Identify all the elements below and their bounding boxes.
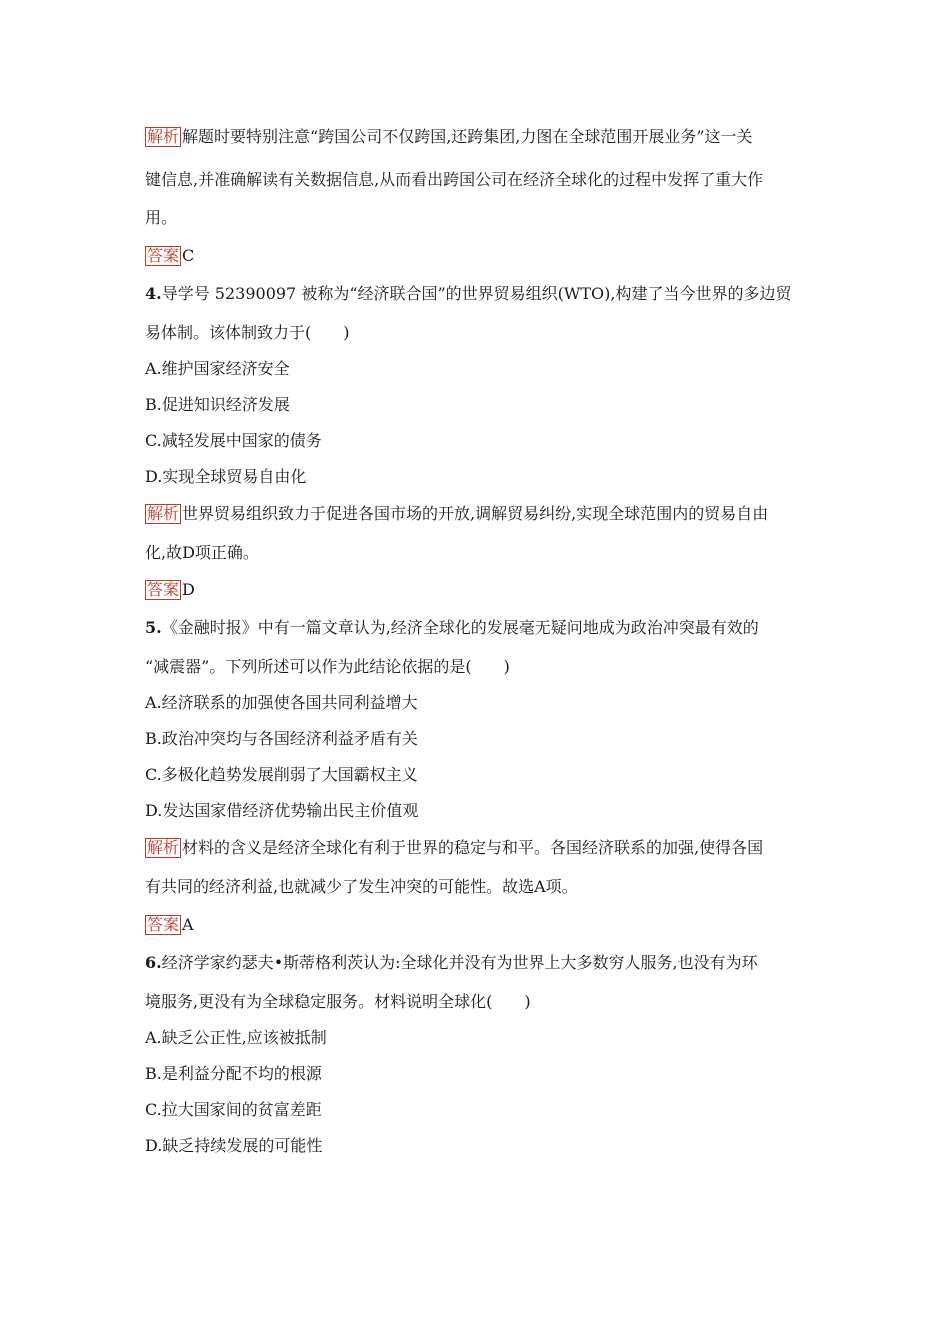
question-number: 4. [145,284,162,303]
q4-answer-line [145,579,815,601]
q5-answer-line [145,914,815,936]
q4-analysis-line-1 [145,503,815,525]
question-number: 6. [145,953,162,972]
analysis-text: 材料的含义是经济全球化有利于世界的稳定与和平。各国经济联系的加强,使得各国 [182,838,764,857]
q4-option-c: C.减轻发展中国家的债务 [145,431,322,450]
q5-analysis-line-1 [145,837,815,859]
answer-value: A [182,915,194,934]
answer-tag: 答案 [147,580,180,599]
q4-option-b: B.促进知识经济发展 [145,395,290,414]
analysis-tag: 解析 [147,127,180,146]
q3-analysis-line-1 [145,126,815,148]
answer-value: C [182,246,195,265]
question-stem: 导学号 52390097 被称为“经济联合国”的世界贸易组织(WTO),构建了当今世界的多边贸 [161,284,792,303]
q6-option-c: C.拉大国家间的贫富差距 [145,1100,322,1119]
answer-tag: 答案 [147,246,180,265]
q3-analysis-line-2: 键信息,并准确解读有关数据信息,从而看出跨国公司在经济全球化的过程中发挥了重大作 [145,170,764,189]
answer-tag: 答案 [147,915,180,934]
q5-option-c: C.多极化趋势发展削弱了大国霸权主义 [145,765,418,784]
q3-analysis-line-3: 用。 [145,208,178,227]
q6-stem-line-2: 境服务,更没有为全球稳定服务。材料说明全球化( ) [145,992,531,1011]
analysis-tag: 解析 [147,504,180,523]
q5-stem-line-1 [145,617,815,639]
q3-answer-line [145,245,815,267]
q4-option-a: A.维护国家经济安全 [145,359,290,378]
q4-option-d: D.实现全球贸易自由化 [145,467,307,486]
q6-option-d: D.缺乏持续发展的可能性 [145,1136,323,1155]
q6-option-b: B.是利益分配不均的根源 [145,1064,322,1083]
q6-stem-line-1 [145,952,815,974]
q5-stem-line-2: “减震器”。下列所述可以作为此结论依据的是( ) [145,657,510,676]
question-stem: 《金融时报》中有一篇文章认为,经济全球化的发展毫无疑问地成为政治冲突最有效的 [161,618,759,637]
q4-analysis-line-2: 化,故D项正确。 [145,543,259,562]
q5-option-a: A.经济联系的加强使各国共同利益增大 [145,693,418,712]
q5-option-d: D.发达国家借经济优势输出民主价值观 [145,801,419,820]
q5-analysis-line-2: 有共同的经济利益,也就减少了发生冲突的可能性。故选A项。 [145,877,578,896]
answer-value: D [182,580,195,599]
analysis-tag: 解析 [147,838,180,857]
analysis-text: 世界贸易组织致力于促进各国市场的开放,调解贸易纠纷,实现全球范围内的贸易自由 [182,504,769,523]
q4-stem-line-2: 易体制。该体制致力于( ) [145,323,350,342]
question-stem: 经济学家约瑟夫•斯蒂格利茨认为:全球化并没有为世界上大多数穷人服务,也没有为环 [161,953,758,972]
analysis-text: 解题时要特别注意“跨国公司不仅跨国,还跨集团,力图在全球范围开展业务”这一关 [182,127,753,146]
q6-option-a: A.缺乏公正性,应该被抵制 [145,1028,327,1047]
q5-option-b: B.政治冲突均与各国经济利益矛盾有关 [145,729,418,748]
q4-stem-line-1 [145,283,815,305]
question-number: 5. [145,618,162,637]
